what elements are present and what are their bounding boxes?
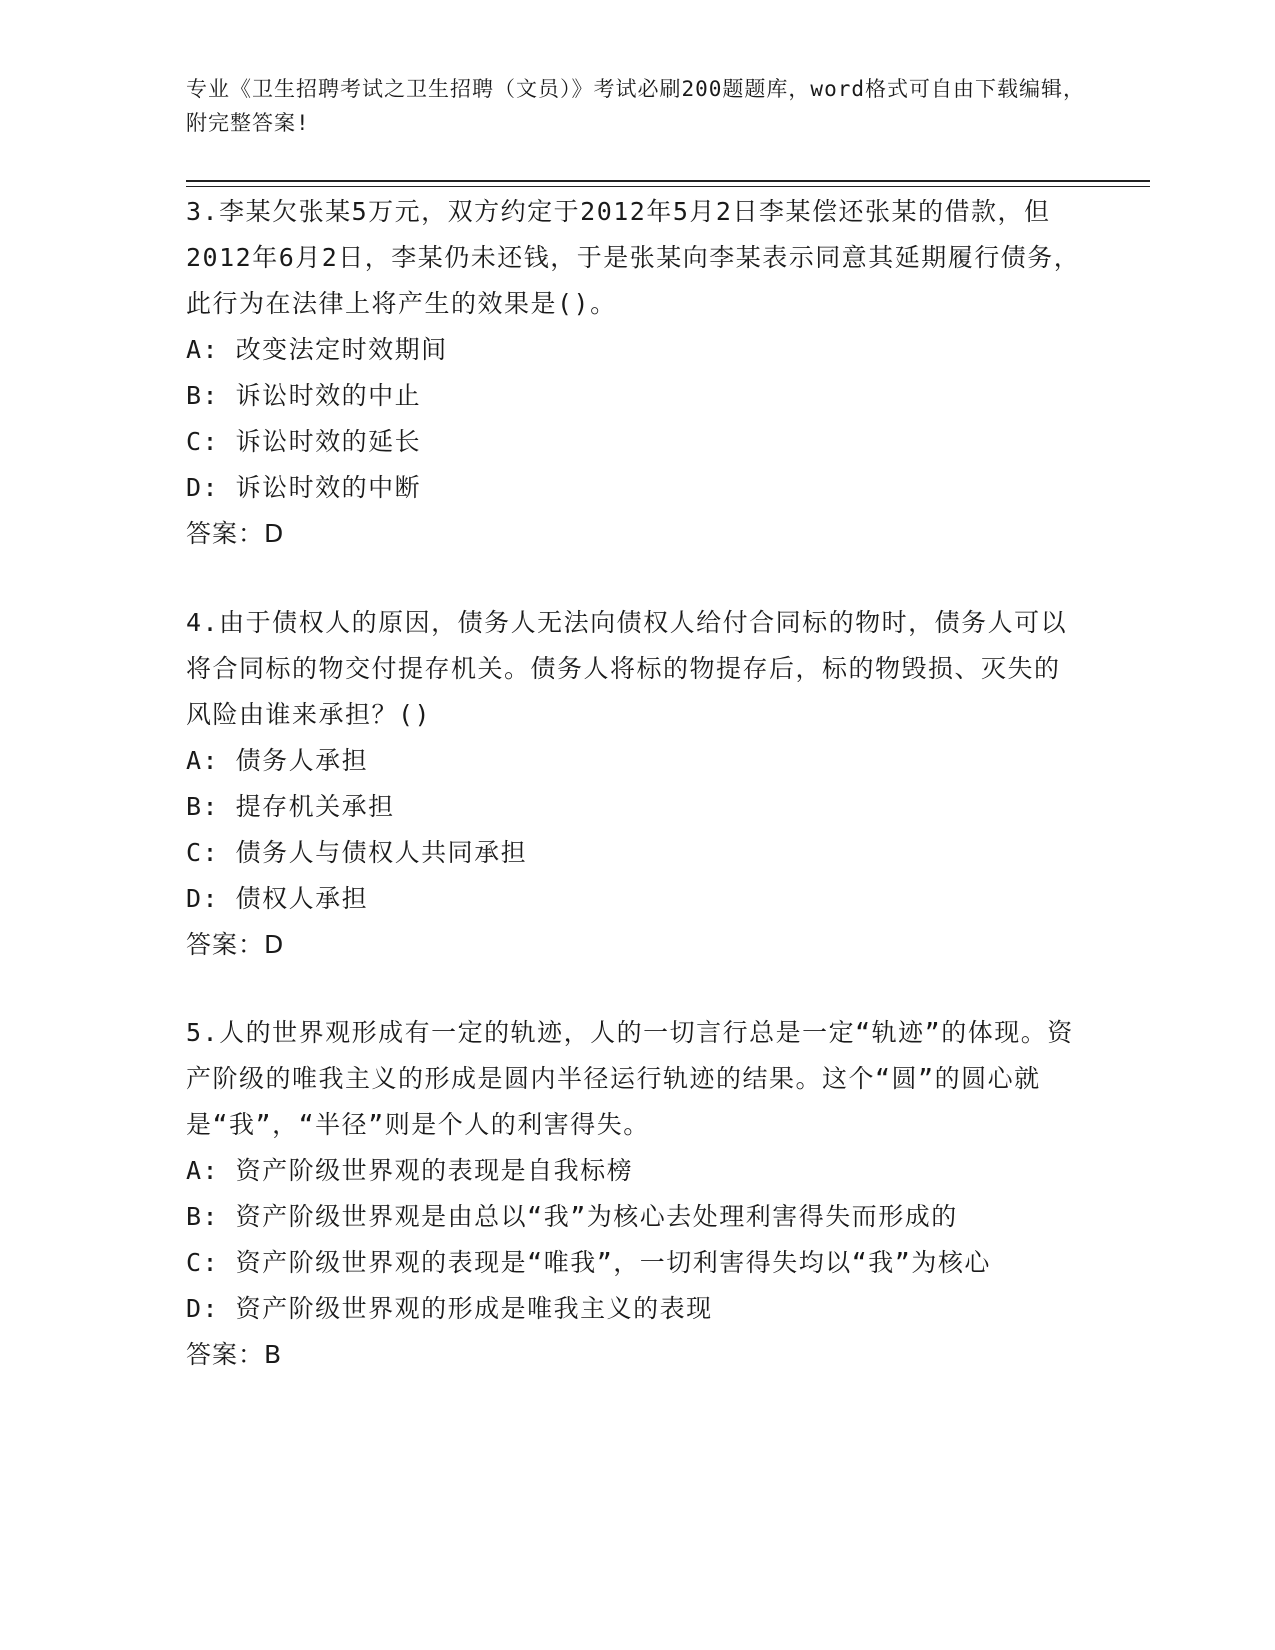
option-a[interactable]: A: 债务人承担 [186,746,369,775]
option-c[interactable]: C: 诉讼时效的延长 [186,427,422,456]
option-a[interactable]: A: 资产阶级世界观的表现是自我标榜 [186,1156,634,1185]
question-stem: 3.李某欠张某5万元，双方约定于2012年5月2日李某偿还张某的借款，但2012年6月2日，李某仍未还钱，于是张某向李某表示同意其延期履行债务，此行为在法律上将产生的效果是()。 [186,197,1081,318]
header-divider-thick [186,180,1150,182]
option-a[interactable]: A: 改变法定时效期间 [186,335,448,364]
option-d[interactable]: D: 债权人承担 [186,884,369,913]
option-c[interactable]: C: 债务人与债权人共同承担 [186,838,528,867]
option-b[interactable]: B: 诉讼时效的中止 [186,381,422,410]
question-3 [186,189,1086,557]
question-5 [186,1010,1086,1378]
question-stem: 4.由于债权人的原因，债务人无法向债权人给付合同标的物时，债务人可以将合同标的物交付提存机关。债务人将标的物提存后，标的物毁损、灭失的风险由谁来承担？() [186,608,1068,729]
question-4 [186,600,1086,968]
answer-line: 答案：B [186,1340,283,1369]
option-d[interactable]: D: 资产阶级世界观的形成是唯我主义的表现 [186,1294,713,1323]
option-b[interactable]: B: 提存机关承担 [186,792,395,821]
document-header [186,72,1086,140]
option-c[interactable]: C: 资产阶级世界观的表现是“唯我”，一切利害得失均以“我”为核心 [186,1248,991,1277]
header-title: 专业《卫生招聘考试之卫生招聘（文员）》考试必刷200题题库，word格式可自由下载编辑，附完整答案! [186,77,1085,135]
option-b[interactable]: B: 资产阶级世界观是由总以“我”为核心去处理利害得失而形成的 [186,1202,958,1231]
option-d[interactable]: D: 诉讼时效的中断 [186,473,422,502]
answer-line: 答案：D [186,519,285,548]
answer-line: 答案：D [186,930,285,959]
question-stem: 5.人的世界观形成有一定的轨迹，人的一切言行总是一定“轨迹”的体现。资产阶级的唯我主义的形成是圆内半径运行轨迹的结果。这个“圆”的圆心就是“我”，“半径”则是个人的利害得失。 [186,1018,1074,1139]
header-divider-thin [186,186,1150,187]
